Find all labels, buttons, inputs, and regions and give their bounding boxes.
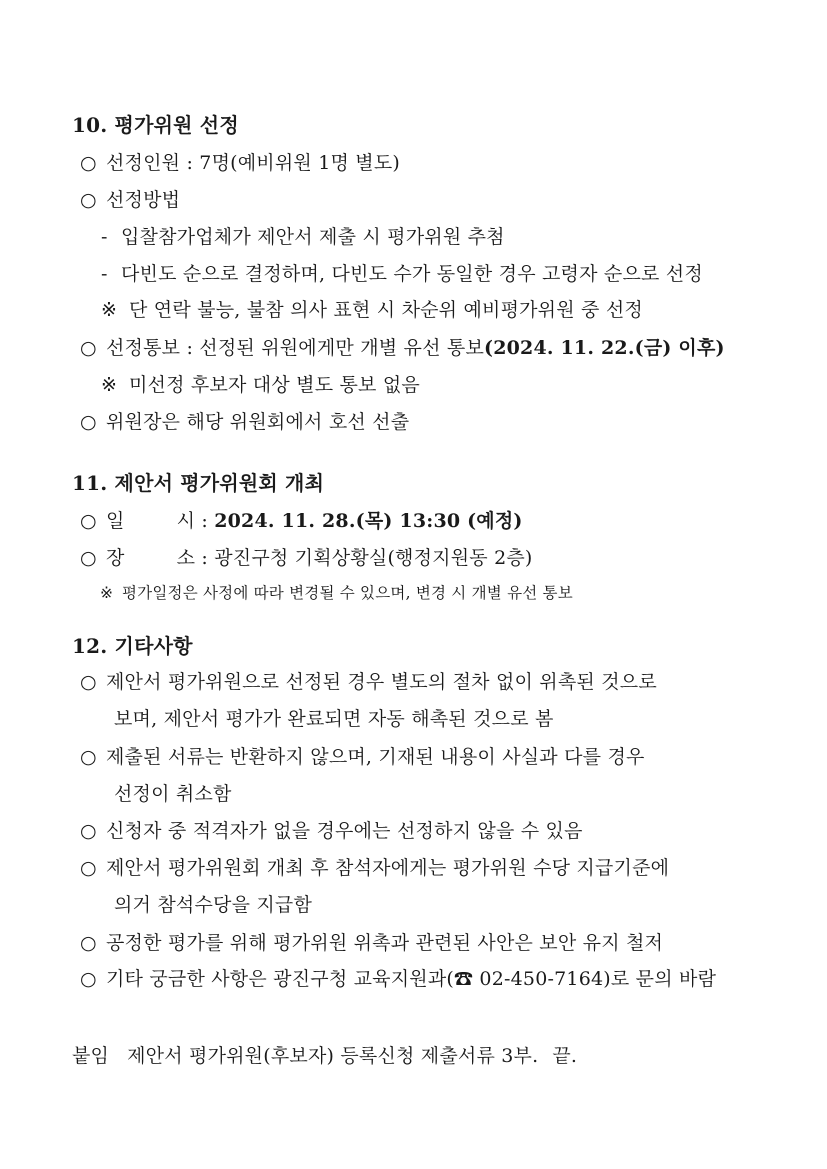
place-label-2: 소 [176,547,196,569]
bullet-icon: ○ [80,152,97,174]
notice-item [80,336,725,360]
section-12-heading: 12. 기타사항 [72,634,193,658]
misc-item-text: 제안서 평가위원으로 선정된 경우 별도의 절차 없이 위촉된 것으로 [106,671,657,693]
place-label: 장 [106,547,125,569]
bullet-icon: ○ [80,968,97,990]
meeting-place-value: 광진구청 기획상황실(행정지원동 2층) [214,547,533,569]
notice-date: (2024. 11. 22.(금) 이후) [484,337,725,359]
reference-mark-icon: ※ [100,584,114,602]
misc-item-text: 기타 궁금한 사항은 광진구청 교육지원과(☎ 02-450-7164)로 문의 바람 [106,968,717,990]
method-item-1 [101,225,505,249]
bullet-icon: ○ [80,547,97,569]
attachment-text: 제안서 평가위원(후보자) 등록신청 제출서류 3부. [127,1045,539,1067]
method-title-text: 선정방법 [106,189,181,211]
reference-mark-icon: ※ [101,374,118,396]
notice-note-text: 미선정 후보자 대상 별도 통보 없음 [129,374,420,396]
chair-text: 위원장은 해당 위원회에서 호선 선출 [106,411,410,433]
bullet-icon: ○ [80,189,97,211]
bullet-icon: ○ [80,932,97,954]
misc-item-2 [80,745,645,769]
meeting-date-value: 2024. 11. 28.(목) 13:30 (예정) [214,510,523,532]
reference-mark-icon: ※ [101,299,118,321]
attachment-line [72,1044,577,1068]
method-item-text: 다빈도 순으로 결정하며, 다빈도 수가 동일한 경우 고령자 순으로 선정 [121,263,703,285]
bullet-icon: ○ [80,411,97,433]
misc-item-1 [80,670,657,694]
schedule-note [100,581,573,605]
attachment-label: 붙임 [72,1045,110,1067]
bullet-icon: ○ [80,820,97,842]
misc-item-3 [80,819,583,843]
misc-item-4-continuation: 의거 참석수당을 지급함 [114,894,313,916]
method-item-text: 입찰참가업체가 제안서 제출 시 평가위원 추첨 [121,226,505,248]
misc-item-4 [80,856,669,880]
bullet-icon: ○ [80,857,97,879]
dash-icon: - [101,263,108,285]
method-note-text: 단 연락 불능, 불참 의사 표현 시 차순위 예비평가위원 중 선정 [129,299,643,321]
meeting-date-item: ○ 일 시 : 2024. 11. 28.(목) 13:30 (예정) [80,510,523,532]
section-10-heading: 10. 평가위원 선정 [72,113,239,137]
misc-item-text: 제출된 서류는 반환하지 않으며, 기재된 내용이 사실과 다를 경우 [106,746,645,768]
bullet-icon: ○ [80,510,97,532]
end-mark: 끝. [552,1045,578,1067]
misc-item-5 [80,931,663,955]
dash-icon: - [101,226,108,248]
bullet-icon: ○ [80,671,97,693]
misc-item-6 [80,967,716,991]
misc-item-2-continuation: 선정이 취소함 [114,783,232,805]
section-11-heading: 11. 제안서 평가위원회 개최 [72,471,325,495]
method-note [101,298,643,322]
schedule-note-text: 평가일정은 사정에 따라 변경될 수 있으며, 변경 시 개별 유선 통보 [122,584,573,602]
misc-item-1-continuation: 보며, 제안서 평가가 완료되면 자동 해촉된 것으로 봄 [114,708,554,730]
date-label-2: 시 [176,510,196,532]
selection-count-item [80,151,400,175]
bullet-icon: ○ [80,746,97,768]
notice-note [101,373,420,397]
date-label: 일 [106,510,125,532]
method-title-item [80,188,180,212]
meeting-place-item: ○ 장 소 : 광진구청 기획상황실(행정지원동 2층) [80,547,533,569]
chair-item [80,410,409,434]
bullet-icon: ○ [80,337,97,359]
selection-count-text: 선정인원 : 7명(예비위원 1명 별도) [106,152,401,174]
method-item-2 [101,262,703,286]
misc-item-text: 신청자 중 적격자가 없을 경우에는 선정하지 않을 수 있음 [106,820,583,842]
misc-item-text: 공정한 평가를 위해 평가위원 위촉과 관련된 사안은 보안 유지 철저 [106,932,664,954]
notice-text: 선정통보 : 선정된 위원에게만 개별 유선 통보 [106,337,485,359]
misc-item-text: 제안서 평가위원회 개최 후 참석자에게는 평가위원 수당 지급기준에 [106,857,670,879]
